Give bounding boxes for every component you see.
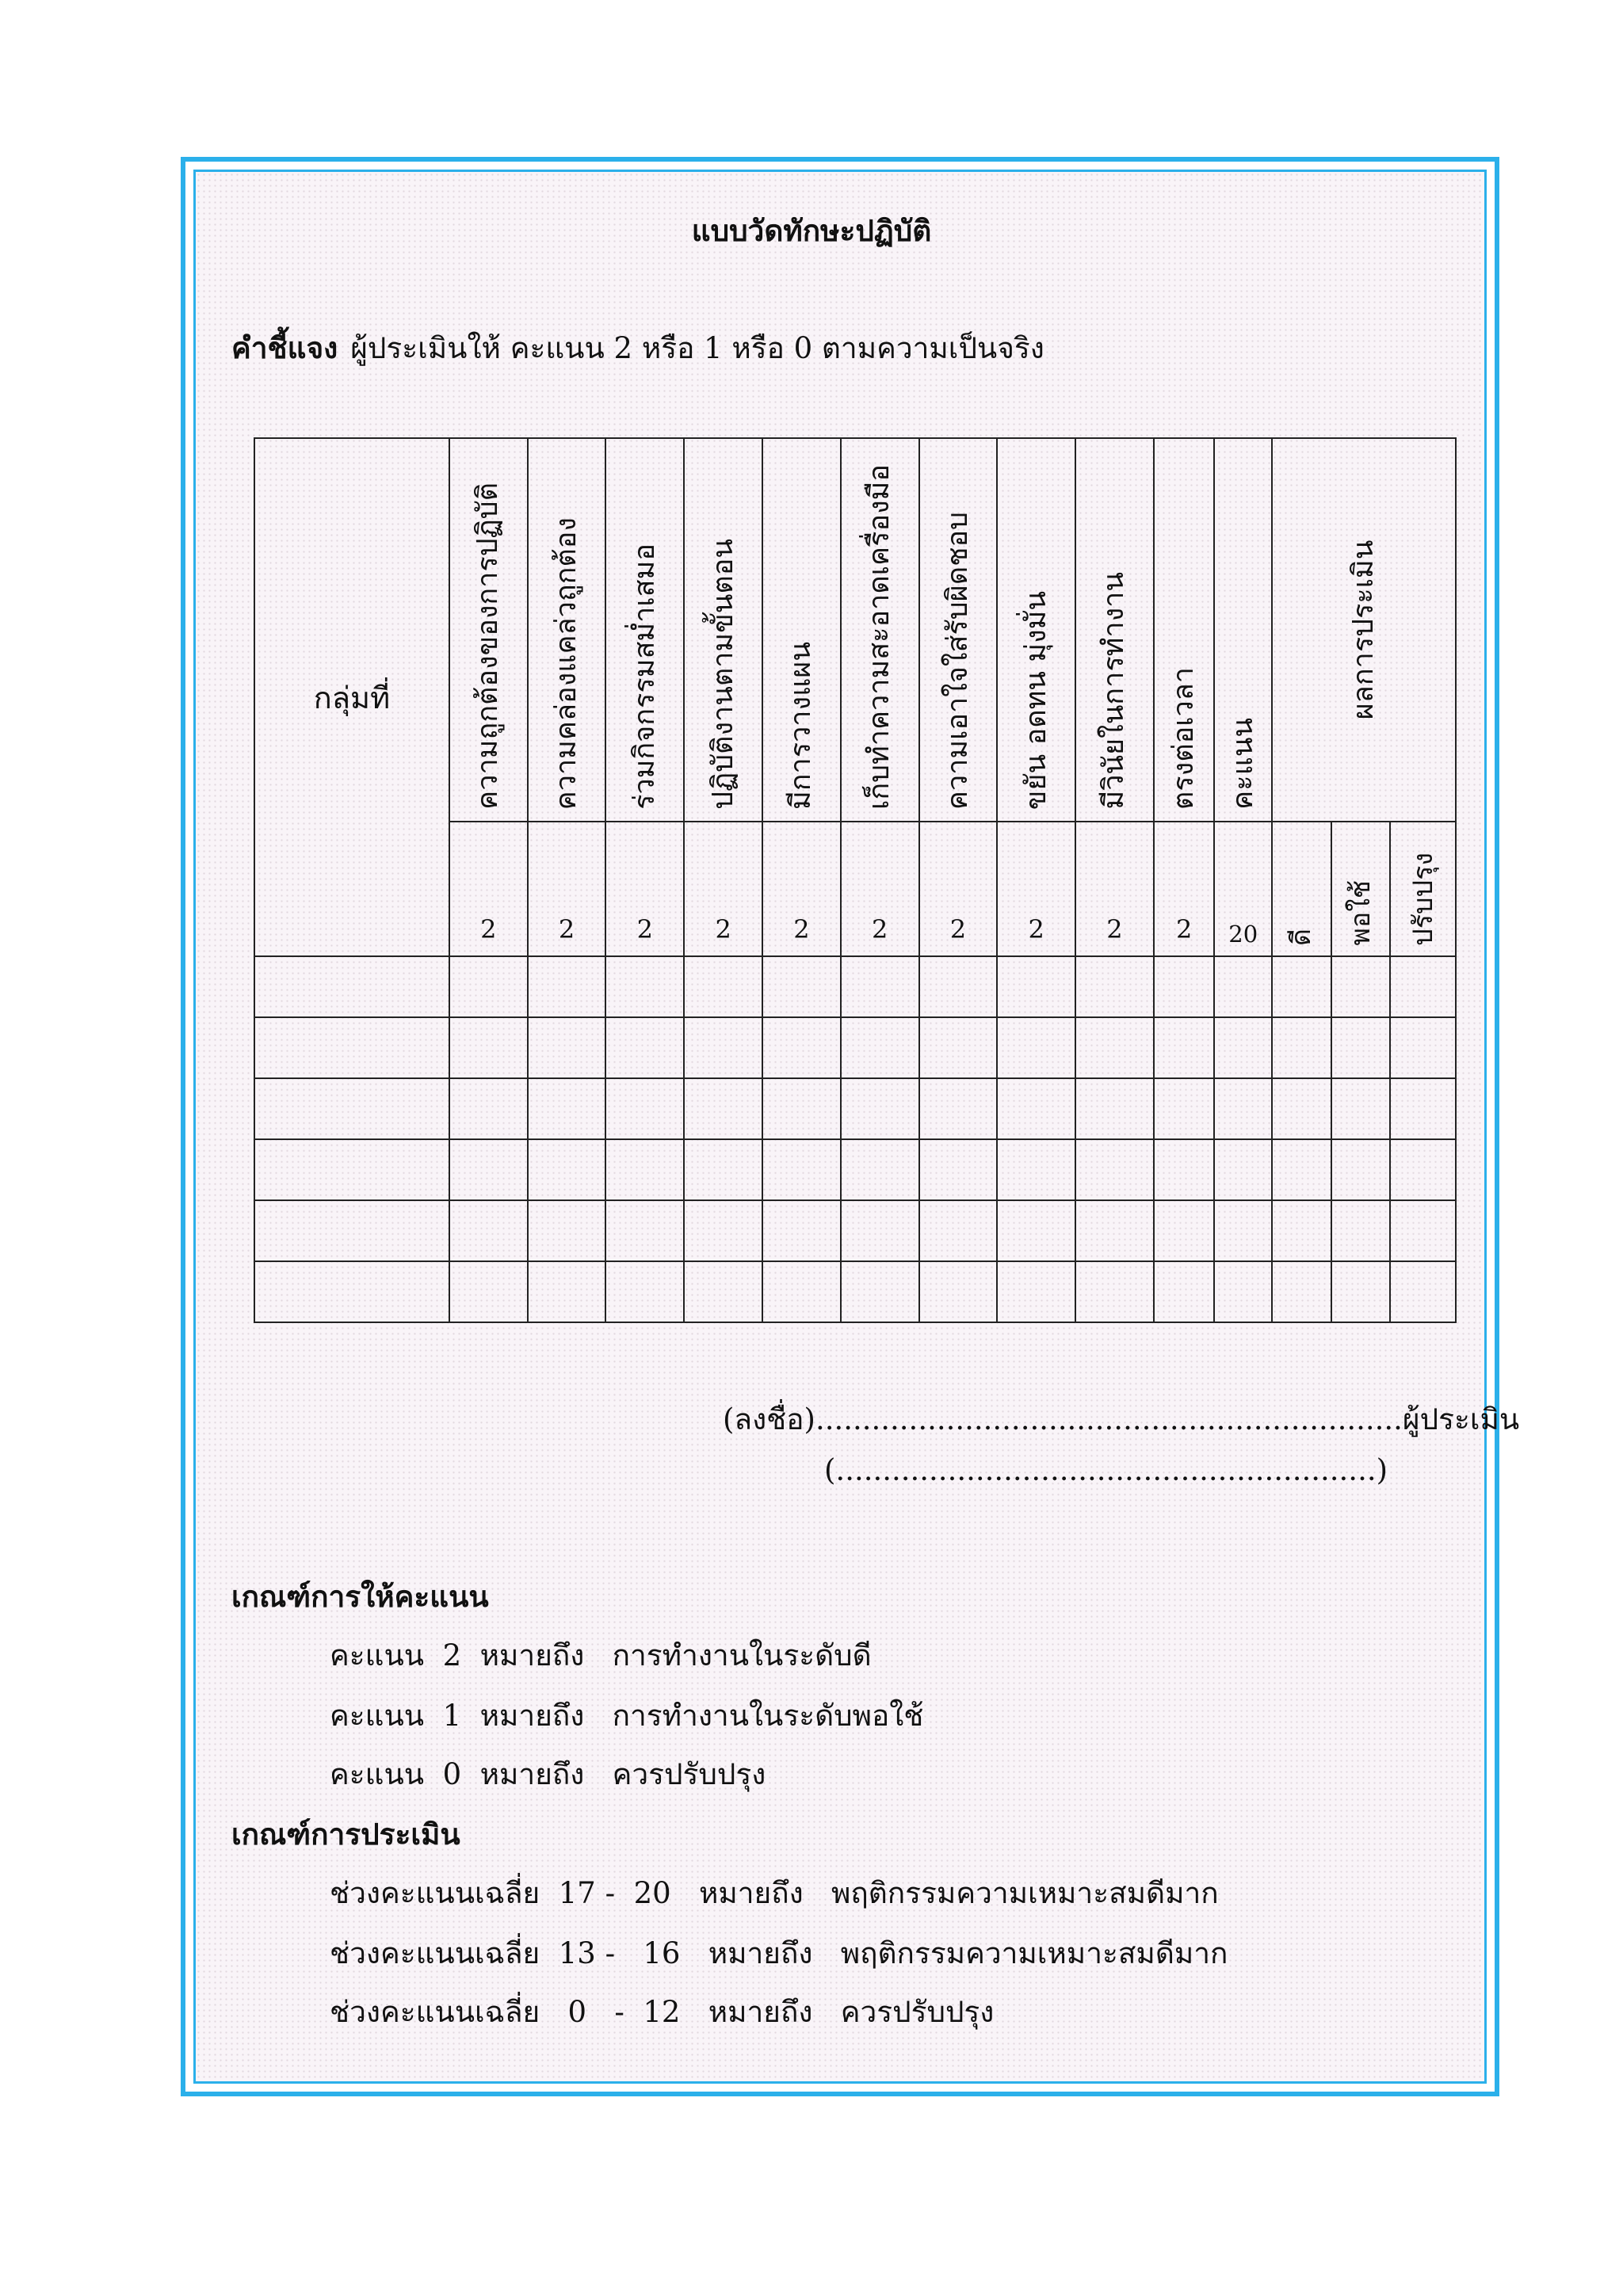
criterion-score: 2 <box>449 822 528 956</box>
result-option-fair: พอใช้ <box>1331 822 1391 956</box>
total-cell[interactable] <box>1214 1017 1272 1078</box>
scoring-criteria-heading: เกณฑ์การให้คะแนน <box>231 1579 489 1614</box>
score-cell[interactable] <box>605 956 684 1017</box>
score-cell[interactable] <box>841 1200 919 1261</box>
score-cell[interactable] <box>762 1261 841 1322</box>
scoring-criterion-item: คะแนน 0 หมายถึง ควรปรับปรุง <box>330 1757 766 1791</box>
table-row <box>254 1200 1456 1261</box>
score-cell[interactable] <box>762 1200 841 1261</box>
group-cell[interactable] <box>254 956 449 1017</box>
result-cell[interactable] <box>1272 1200 1331 1261</box>
criterion-header: มีวินัยในการทำงาน <box>1075 438 1154 822</box>
criterion-score: 2 <box>528 822 606 956</box>
result-cell[interactable] <box>1272 1139 1331 1200</box>
score-cell[interactable] <box>684 1139 762 1200</box>
score-cell[interactable] <box>997 1017 1075 1078</box>
total-score: 20 <box>1214 822 1272 956</box>
score-cell[interactable] <box>1154 1078 1215 1139</box>
total-header: คะแนน <box>1214 438 1272 822</box>
score-cell[interactable] <box>605 1139 684 1200</box>
result-cell[interactable] <box>1272 1261 1331 1322</box>
instruction-lead: คำชี้แจง <box>231 330 338 365</box>
evaluation-criterion-item: ช่วงคะแนนเฉลี่ย 13 - 16 หมายถึง พฤติกรรมความเหมาะสมดีมาก <box>330 1936 1228 1970</box>
scoring-criterion-item: คะแนน 2 หมายถึง การทำงานในระดับดี <box>330 1638 872 1672</box>
table-row <box>254 1139 1456 1200</box>
score-cell[interactable] <box>684 1200 762 1261</box>
result-cell[interactable] <box>1272 956 1331 1017</box>
score-cell[interactable] <box>449 1078 528 1139</box>
result-cell[interactable] <box>1331 1017 1391 1078</box>
score-cell[interactable] <box>528 1017 606 1078</box>
score-cell[interactable] <box>762 956 841 1017</box>
criterion-score: 2 <box>1154 822 1215 956</box>
result-cell[interactable] <box>1390 1200 1456 1261</box>
criterion-score: 2 <box>919 822 998 956</box>
total-cell[interactable] <box>1214 1261 1272 1322</box>
score-cell[interactable] <box>997 956 1075 1017</box>
result-option-improve: ปรับปรุง <box>1390 822 1456 956</box>
total-cell[interactable] <box>1214 1078 1272 1139</box>
criterion-score: 2 <box>684 822 762 956</box>
result-cell[interactable] <box>1331 1200 1391 1261</box>
evaluation-criterion-item: ช่วงคะแนนเฉลี่ย 17 - 20 หมายถึง พฤติกรรมความเหมาะสมดีมาก <box>330 1876 1219 1910</box>
score-cell[interactable] <box>449 1139 528 1200</box>
score-cell[interactable] <box>919 1078 998 1139</box>
score-cell[interactable] <box>762 1017 841 1078</box>
score-cell[interactable] <box>841 956 919 1017</box>
score-cell[interactable] <box>997 1078 1075 1139</box>
score-cell[interactable] <box>1075 1261 1154 1322</box>
table-row <box>254 1017 1456 1078</box>
score-cell[interactable] <box>605 1078 684 1139</box>
score-cell[interactable] <box>919 1261 998 1322</box>
assessment-table <box>254 437 1457 1323</box>
result-cell[interactable] <box>1331 1261 1391 1322</box>
criterion-header: ร่วมกิจกรรมสม่ำเสมอ <box>605 438 684 822</box>
criterion-score: 2 <box>997 822 1075 956</box>
group-cell[interactable] <box>254 1139 449 1200</box>
score-cell[interactable] <box>841 1017 919 1078</box>
score-cell[interactable] <box>1075 1017 1154 1078</box>
score-cell[interactable] <box>449 1200 528 1261</box>
result-option-good: ดี <box>1272 822 1331 956</box>
score-cell[interactable] <box>997 1261 1075 1322</box>
result-cell[interactable] <box>1272 1017 1331 1078</box>
score-cell[interactable] <box>1075 1200 1154 1261</box>
score-cell[interactable] <box>919 1139 998 1200</box>
result-cell[interactable] <box>1390 1078 1456 1139</box>
result-cell[interactable] <box>1331 1078 1391 1139</box>
group-cell[interactable] <box>254 1078 449 1139</box>
score-cell[interactable] <box>605 1200 684 1261</box>
criterion-header: ขยัน อดทน มุ่งมั่น <box>997 438 1075 822</box>
result-cell[interactable] <box>1272 1078 1331 1139</box>
signature-line: (ลงชื่อ)...............................................................ผู้ประเมิน <box>723 1402 1520 1436</box>
score-cell[interactable] <box>684 1261 762 1322</box>
score-cell[interactable] <box>605 1261 684 1322</box>
score-cell[interactable] <box>919 1200 998 1261</box>
group-cell[interactable] <box>254 1261 449 1322</box>
score-cell[interactable] <box>528 1261 606 1322</box>
score-cell[interactable] <box>919 1017 998 1078</box>
score-cell[interactable] <box>528 1200 606 1261</box>
score-cell[interactable] <box>1075 1078 1154 1139</box>
score-cell[interactable] <box>762 1139 841 1200</box>
total-cell[interactable] <box>1214 1139 1272 1200</box>
criterion-score: 2 <box>841 822 919 956</box>
result-cell[interactable] <box>1331 1139 1391 1200</box>
score-cell[interactable] <box>762 1078 841 1139</box>
score-cell[interactable] <box>1154 956 1215 1017</box>
score-cell[interactable] <box>449 1261 528 1322</box>
page-title: แบบวัดทักษะปฏิบัติ <box>691 213 932 248</box>
criterion-score: 2 <box>605 822 684 956</box>
table-row <box>254 1078 1456 1139</box>
score-cell[interactable] <box>528 1078 606 1139</box>
result-cell[interactable] <box>1390 1017 1456 1078</box>
group-header: กลุ่มที่ <box>254 438 449 956</box>
result-cell[interactable] <box>1331 956 1391 1017</box>
criterion-header: ความคล่องแคล่วถูกต้อง <box>528 438 606 822</box>
score-cell[interactable] <box>1154 1261 1215 1322</box>
scoring-criterion-item: คะแนน 1 หมายถึง การทำงานในระดับพอใช้ <box>330 1699 924 1733</box>
result-cell[interactable] <box>1390 1261 1456 1322</box>
total-cell[interactable] <box>1214 956 1272 1017</box>
score-cell[interactable] <box>1154 1017 1215 1078</box>
group-cell[interactable] <box>254 1200 449 1261</box>
criterion-header: ความถูกต้องของการปฏิบัติ <box>449 438 528 822</box>
table-row <box>254 1261 1456 1322</box>
score-cell[interactable] <box>997 1139 1075 1200</box>
score-cell[interactable] <box>449 956 528 1017</box>
result-cell[interactable] <box>1390 1139 1456 1200</box>
score-cell[interactable] <box>841 1261 919 1322</box>
score-cell[interactable] <box>997 1200 1075 1261</box>
score-cell[interactable] <box>841 1139 919 1200</box>
result-cell[interactable] <box>1390 956 1456 1017</box>
evaluation-criterion-item: ช่วงคะแนนเฉลี่ย 0 - 12 หมายถึง ควรปรับปรุง <box>330 1995 995 2029</box>
score-cell[interactable] <box>1154 1139 1215 1200</box>
score-cell[interactable] <box>919 956 998 1017</box>
criterion-header: เก็บทำความสะอาดเครื่องมือ <box>841 438 919 822</box>
group-cell[interactable] <box>254 1017 449 1078</box>
evaluation-criteria-heading: เกณฑ์การประเมิน <box>231 1817 460 1852</box>
score-cell[interactable] <box>605 1017 684 1078</box>
instruction-text: ผู้ประเมินให้ คะแนน 2 หรือ 1 หรือ 0 ตามความเป็นจริง <box>350 331 1044 365</box>
score-cell[interactable] <box>1075 1139 1154 1200</box>
score-cell[interactable] <box>684 956 762 1017</box>
total-cell[interactable] <box>1214 1200 1272 1261</box>
criterion-score: 2 <box>762 822 841 956</box>
score-cell[interactable] <box>1154 1200 1215 1261</box>
score-cell[interactable] <box>684 1078 762 1139</box>
table-row <box>254 956 1456 1017</box>
score-cell[interactable] <box>449 1017 528 1078</box>
score-cell[interactable] <box>841 1078 919 1139</box>
criterion-header: ปฏิบัติงานตามขั้นตอน <box>684 438 762 822</box>
criterion-score: 2 <box>1075 822 1154 956</box>
criterion-header: ตรงต่อเวลา <box>1154 438 1215 822</box>
score-cell[interactable] <box>528 1139 606 1200</box>
instruction <box>231 325 1044 372</box>
score-cell[interactable] <box>684 1017 762 1078</box>
score-cell[interactable] <box>1075 956 1154 1017</box>
criterion-header: ความเอาใจใส่รับผิดชอบ <box>919 438 998 822</box>
score-cell[interactable] <box>528 956 606 1017</box>
result-header: ผลการประเมิน <box>1272 438 1456 822</box>
signature-name-line: (..........................................................) <box>824 1453 1388 1487</box>
criterion-header: มีการวางแผน <box>762 438 841 822</box>
